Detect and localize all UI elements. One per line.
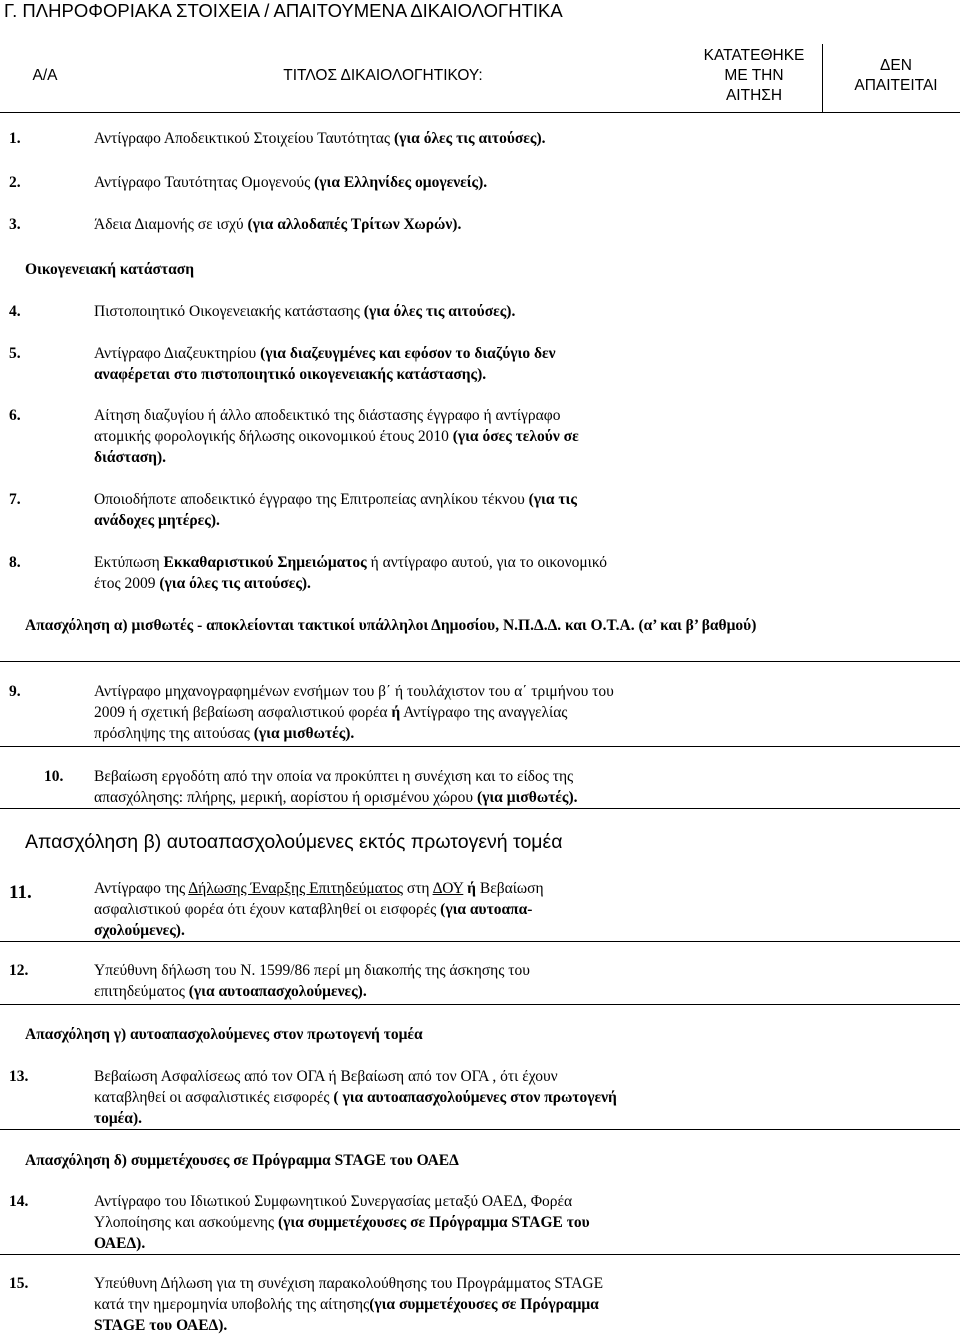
table-header bbox=[0, 46, 960, 112]
section-divider bbox=[0, 746, 960, 747]
item-number: 6. bbox=[9, 407, 21, 424]
item-note: (για μισθωτές). bbox=[253, 725, 355, 742]
item-text: Αντίγραφο της αναγγελίας bbox=[400, 704, 568, 721]
item-text-underlined: Δήλωσης Έναρξης Επιτηδεύματος bbox=[188, 880, 403, 897]
item-text: Αντίγραφο της bbox=[94, 880, 189, 897]
item-note: αναφέρεται στο πιστοποιητικό οικογενειακής κατάστασης). bbox=[94, 366, 487, 383]
section-divider bbox=[0, 1129, 960, 1130]
item-text: καταβληθεί οι ασφαλιστικές εισφορές bbox=[94, 1089, 334, 1106]
item-note: (για Ελληνίδες ομογενείς). bbox=[314, 174, 488, 191]
list-item bbox=[0, 552, 960, 596]
item-note: ή bbox=[467, 880, 476, 897]
item-note: σχολούμενες). bbox=[94, 922, 185, 939]
list-item bbox=[0, 489, 960, 533]
item-note: ή bbox=[391, 704, 401, 721]
item-text: Αντίγραφο Αποδεικτικού Στοιχείου Ταυτότητας bbox=[94, 130, 394, 147]
section-heading-employment-b: Απασχόληση β) αυτοαπασχολούμενες εκτός πρωτογενή τομέα bbox=[25, 831, 563, 853]
item-text: Οποιοδήποτε αποδεικτικό έγγραφο της Επιτροπείας ανηλίκου τέκνου bbox=[94, 491, 529, 508]
item-text: Βεβαίωση εργοδότη από την οποία να προκύπτει η συνέχιση και το είδος της bbox=[94, 768, 574, 785]
item-highlight: Εκκαθαριστικού Σημειώματος bbox=[163, 554, 367, 571]
list-item bbox=[0, 343, 960, 387]
item-number: 9. bbox=[9, 683, 21, 700]
item-text: Εκτύπωση bbox=[94, 554, 164, 571]
item-number: 4. bbox=[9, 303, 21, 320]
section-divider bbox=[0, 808, 960, 809]
header-divider bbox=[0, 112, 960, 113]
column-header-not-required-line: ΑΠΑΙΤΕΙΤΑΙ bbox=[854, 77, 938, 94]
item-text: Άδεια Διαμονής σε ισχύ bbox=[94, 216, 248, 233]
item-number: 11. bbox=[9, 882, 32, 903]
item-note: (για αλλοδαπές Τρίτων Χωρών). bbox=[247, 216, 462, 233]
item-text: Αντίγραφο Διαζευκτηρίου bbox=[94, 345, 261, 362]
item-number: 8. bbox=[9, 554, 21, 571]
item-text: ασφαλιστικού φορέα ότι έχουν καταβληθεί οι εισφορές bbox=[94, 901, 441, 918]
item-text: Υπεύθυνη Δήλωση για τη συνέχιση παρακολούθησης του Προγράμματος STAGE bbox=[94, 1275, 604, 1292]
item-number: 1. bbox=[9, 130, 21, 147]
item-note: (για όλες τις αιτούσες). bbox=[393, 130, 546, 147]
column-header-filed-line: ΜΕ ΤΗΝ bbox=[724, 67, 784, 84]
item-note: STAGE του ΟΑΕΔ). bbox=[94, 1317, 228, 1334]
item-note: ( για αυτοαπασχολούμενες στον πρωτογενή bbox=[333, 1089, 617, 1106]
item-note: (για συμμετέχουσες σε Πρόγραμμα STAGE του bbox=[277, 1214, 590, 1231]
list-item bbox=[0, 214, 960, 236]
item-note: τομέα). bbox=[94, 1110, 142, 1127]
item-text: Αντίγραφο Ταυτότητας Ομογενούς bbox=[94, 174, 315, 191]
list-item bbox=[0, 128, 960, 150]
list-item bbox=[0, 878, 960, 942]
item-number: 10. bbox=[44, 768, 64, 785]
section-divider bbox=[0, 661, 960, 662]
item-text: Βεβαίωση Ασφαλίσεως από τον ΟΓΑ ή Βεβαίωση από τον ΟΓΑ , ότι έχουν bbox=[94, 1068, 558, 1085]
section-divider bbox=[0, 1254, 960, 1255]
column-header-not-required-line: ΔΕΝ bbox=[880, 57, 912, 74]
item-text: Πιστοποιητικό Οικογενειακής κατάστασης bbox=[94, 303, 364, 320]
item-note: (για όλες τις αιτούσες). bbox=[159, 575, 311, 592]
item-text: ατομικής φορολογικής δήλωσης οικονομικού έτους 2010 bbox=[94, 428, 453, 445]
item-note: (για συμμετέχουσες σε Πρόγραμμα bbox=[369, 1296, 599, 1313]
item-note: (για αυτοαπασχολούμενες). bbox=[188, 983, 367, 1000]
item-note: ΟΑΕΔ). bbox=[94, 1235, 146, 1252]
list-item bbox=[0, 1273, 960, 1335]
list-item bbox=[0, 1191, 960, 1255]
item-note: διάσταση). bbox=[94, 449, 166, 466]
item-note: (για αυτοαπα- bbox=[440, 901, 533, 918]
column-divider bbox=[822, 44, 823, 113]
column-header-title: ΤΙΤΛΟΣ ΔΙΚΑΙΟΛΟΓΗΤΙΚΟΥ: bbox=[283, 67, 483, 84]
item-note: ανάδοχες μητέρες). bbox=[94, 512, 220, 529]
item-number: 2. bbox=[9, 174, 21, 191]
item-text: Βεβαίωση bbox=[475, 880, 544, 897]
section-heading-employment-d: Απασχόληση δ) συμμετέχουσες σε Πρόγραμμα STAGE του ΟΑΕΔ bbox=[25, 1152, 459, 1169]
section-heading-employment-c: Απασχόληση γ) αυτοαπασχολούμενες στον πρωτογενή τομέα bbox=[25, 1026, 423, 1043]
item-note: (για διαζευγμένες και εφόσον το διαζύγιο δεν bbox=[260, 345, 556, 362]
item-number: 13. bbox=[9, 1068, 29, 1085]
item-number: 14. bbox=[9, 1193, 29, 1210]
item-text: 2009 ή σχετική βεβαίωση ασφαλιστικού φορέα bbox=[94, 704, 392, 721]
item-number: 7. bbox=[9, 491, 21, 508]
section-divider bbox=[0, 941, 960, 942]
list-item bbox=[0, 1066, 960, 1130]
item-note: (για μισθωτές). bbox=[476, 789, 578, 806]
item-text: Αντίγραφο μηχανογραφημένων ενσήμων του β΄ ή τουλάχιστον του α΄ τριμήνου του bbox=[94, 683, 614, 700]
item-number: 15. bbox=[9, 1275, 29, 1292]
column-header-aa: Α/Α bbox=[32, 67, 58, 84]
item-text: στη bbox=[402, 880, 433, 897]
section-heading-family: Οικογενειακή κατάσταση bbox=[25, 261, 194, 278]
item-number: 12. bbox=[9, 962, 29, 979]
item-text: ή αντίγραφο αυτού, για το οικονομικό bbox=[366, 554, 608, 571]
item-text: επιτηδεύματος bbox=[94, 983, 189, 1000]
item-text: απασχόλησης: πλήρης, μερική, αορίστου ή ορισμένου χώρου bbox=[94, 789, 477, 806]
item-text: κατά την ημερομηνία υποβολής της αίτησης bbox=[94, 1296, 370, 1313]
column-header-filed-line: ΑΙΤΗΣΗ bbox=[725, 87, 783, 104]
item-number: 3. bbox=[9, 216, 21, 233]
item-text: Υλοποίησης και ασκούμενης bbox=[94, 1214, 278, 1231]
item-note: (για τις bbox=[528, 491, 577, 508]
item-number: 5. bbox=[9, 345, 21, 362]
list-item bbox=[0, 681, 960, 745]
item-note: (για όλες τις αιτούσες). bbox=[363, 303, 516, 320]
item-text: Αίτηση διαζυγίου ή άλλο αποδεικτικό της διάστασης έγγραφο ή αντίγραφο bbox=[94, 407, 561, 424]
column-header-filed-line: ΚΑΤΑΤΕΘΗΚΕ bbox=[703, 47, 805, 64]
item-text: Υπεύθυνη δήλωση του Ν. 1599/86 περί μη διακοπής της άσκησης του bbox=[94, 962, 530, 979]
list-item bbox=[0, 766, 960, 810]
list-item bbox=[0, 960, 960, 1004]
list-item bbox=[0, 172, 960, 194]
item-text: πρόσληψης της αιτούσας bbox=[94, 725, 254, 742]
item-text: Αντίγραφο του Ιδιωτικού Συμφωνητικού Συνεργασίας μεταξύ ΟΑΕΔ, Φορέα bbox=[94, 1193, 573, 1210]
page-title: Γ. ΠΛΗΡΟΦΟΡΙΑΚΑ ΣΤΟΙΧΕΙΑ / ΑΠΑΙΤΟΥΜΕΝΑ ΔΙΚΑΙΟΛΟΓΗΤΙΚΑ bbox=[4, 0, 563, 21]
list-item bbox=[0, 405, 960, 469]
item-note: (για όσες τελούν σε bbox=[452, 428, 579, 445]
column-header-not-required bbox=[838, 56, 954, 96]
column-header-filed bbox=[690, 46, 818, 106]
item-text: έτος 2009 bbox=[94, 575, 160, 592]
list-item bbox=[0, 301, 960, 323]
item-text-underlined: ΔΟΥ bbox=[432, 880, 464, 897]
section-heading-employment-a: Απασχόληση α) μισθωτές - αποκλείονται τακτικοί υπάλληλοι Δημοσίου, Ν.Π.Δ.Δ. και Ο.Τ.Α. (α’ και β’ βαθμού) bbox=[25, 617, 757, 634]
section-divider bbox=[0, 1004, 960, 1005]
